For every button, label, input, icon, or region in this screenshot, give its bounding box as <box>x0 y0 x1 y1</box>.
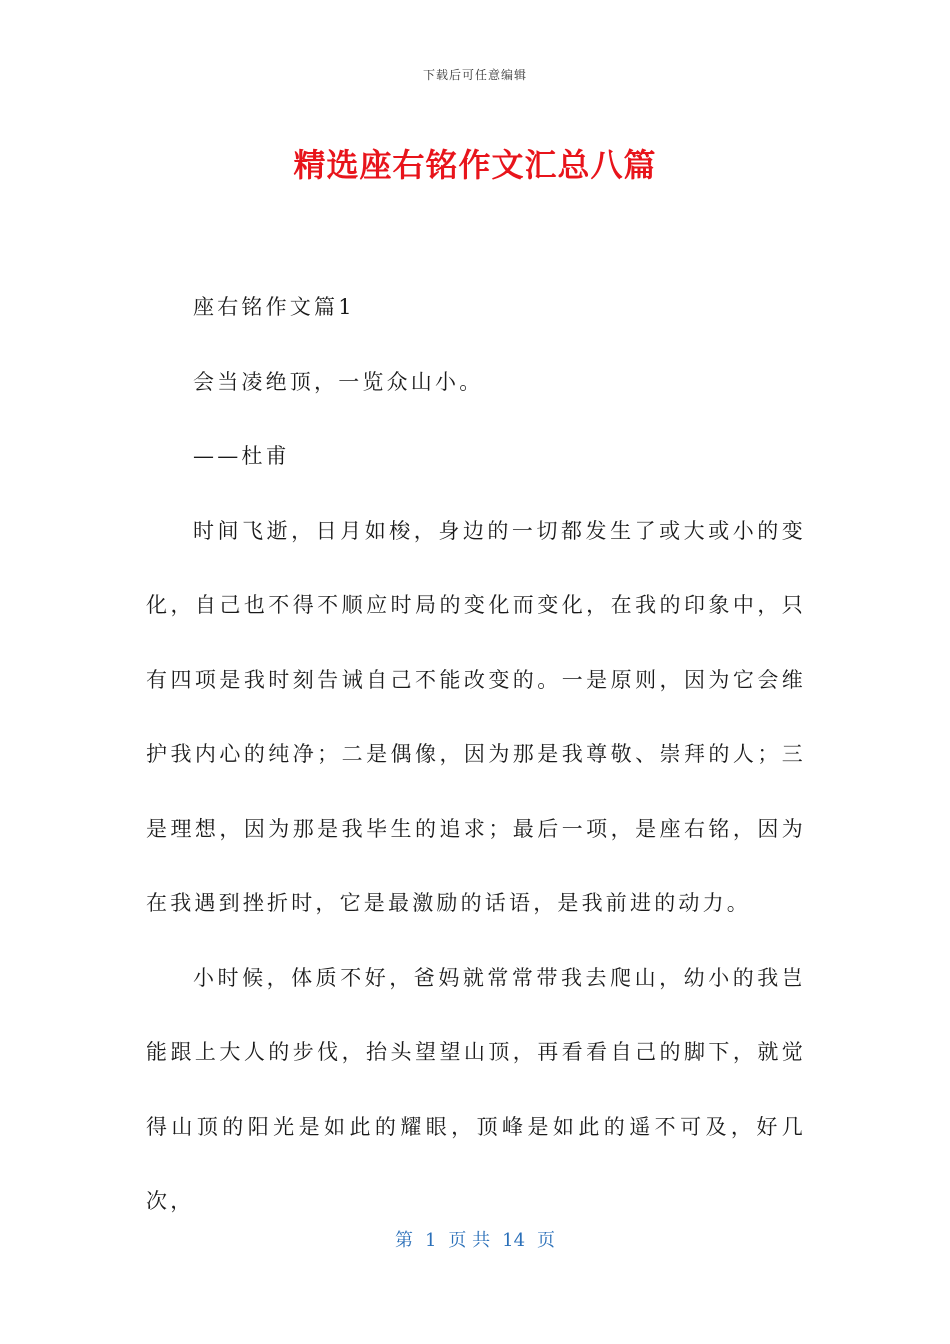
footer-total-pages: 14 <box>502 1230 526 1251</box>
footer-prefix: 第 <box>394 1230 413 1251</box>
body-paragraph: 小时候，体质不好，爸妈就常常带我去爬山，幼小的我岂能跟上大人的步伐，抬头望望山顶，再看看自己的脚下，就觉得山顶的阳光是如此的耀眼，顶峰是如此的遥不可及，好几次， <box>146 965 806 1213</box>
document-title: 精选座右铭作文汇总八篇 <box>293 146 657 184</box>
header-note: 下载后可任意编辑 <box>422 68 527 82</box>
section-heading: 座右铭作文篇1 <box>193 295 355 319</box>
footer-page-number: 1 <box>424 1230 437 1251</box>
quote-author: ——杜甫 <box>193 444 290 468</box>
document-body <box>146 270 806 1239</box>
footer-middle: 页 共 <box>448 1230 491 1251</box>
page-footer <box>0 1226 950 1252</box>
quote-line: 会当凌绝顶，一览众山小。 <box>193 369 484 394</box>
footer-suffix: 页 <box>537 1230 556 1251</box>
body-paragraph: 时间飞逝，日月如梭，身边的一切都发生了或大或小的变化，自己也不得不顺应时局的变化而变化，在我的印象中，只有四项是我时刻告诫自己不能改变的。一是原则，因为它会维护我内心的纯净；二是偶像，因为那是我尊敬、崇拜的人；三是理想，因为那是我毕生的追求；最后一项，是座右铭，因为在我遇到挫折时，它是最激励的话语，是我前进的动力。 <box>146 518 806 915</box>
